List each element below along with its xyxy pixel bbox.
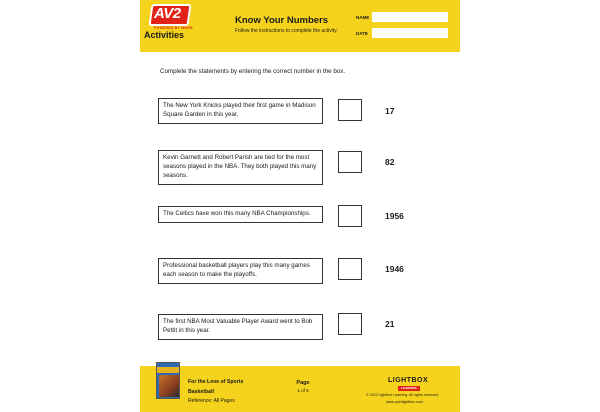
date-field[interactable] <box>372 28 448 38</box>
lightbox-sub-badge: LEARNING <box>398 386 420 391</box>
book-cover-photo <box>159 375 179 397</box>
lightbox-logo: LIGHTBOX <box>388 377 429 384</box>
page-label: Page <box>296 380 310 386</box>
answer-box[interactable] <box>338 205 362 227</box>
question-statement: Professional basketball players play this many games each season to make the playoffs. <box>158 258 323 284</box>
logo-text: AV2 <box>154 5 181 22</box>
av2-logo <box>148 4 194 48</box>
question-statement: The Celtics have won this many NBA Championships. <box>158 206 323 223</box>
page-reference: Reference: All Pages <box>188 398 235 404</box>
question-statement: The first NBA Most Valuable Player Award went to Bob Pettit in this year. <box>158 314 323 340</box>
book-cover-image <box>156 362 180 399</box>
page-number: 1 of 5 <box>297 388 309 393</box>
instructions: Complete the statements by entering the correct number in the box. <box>160 68 346 75</box>
answer-box[interactable] <box>338 313 362 335</box>
number-option: 21 <box>385 319 395 329</box>
name-label: NAME <box>356 15 370 20</box>
answer-box[interactable] <box>338 258 362 280</box>
page-title: Know Your Numbers <box>235 15 329 26</box>
answer-box[interactable] <box>338 151 362 173</box>
question-statement: The New York Knicks played their first game in Madison Square Garden in this year. <box>158 98 323 124</box>
copyright-text: © 2022 Lightbox Learning. All rights reserved. <box>366 393 439 397</box>
logo-sub: POWERED BY WEIGL <box>154 26 194 30</box>
number-option: 82 <box>385 157 395 167</box>
page-subtitle: Follow the instructions to complete the activity. <box>235 28 338 34</box>
number-option: 17 <box>385 106 395 116</box>
answer-box[interactable] <box>338 99 362 121</box>
section-label: Activities <box>144 30 185 40</box>
book-topic: Basketball <box>188 389 214 395</box>
name-field[interactable] <box>372 12 448 22</box>
worksheet-page <box>140 0 460 412</box>
website-link[interactable]: www.openlightbox.com <box>386 400 423 404</box>
question-statement: Kevin Garnett and Robert Parish are tied for the most seasons played in the NBA. They both played this many seasons. <box>158 150 323 185</box>
book-cover-band <box>157 367 180 373</box>
number-option: 1956 <box>385 211 404 221</box>
date-label: DATE <box>356 31 368 36</box>
number-option: 1946 <box>385 264 404 274</box>
book-title: For the Love of Sports <box>188 379 244 385</box>
header-bar <box>140 0 460 52</box>
